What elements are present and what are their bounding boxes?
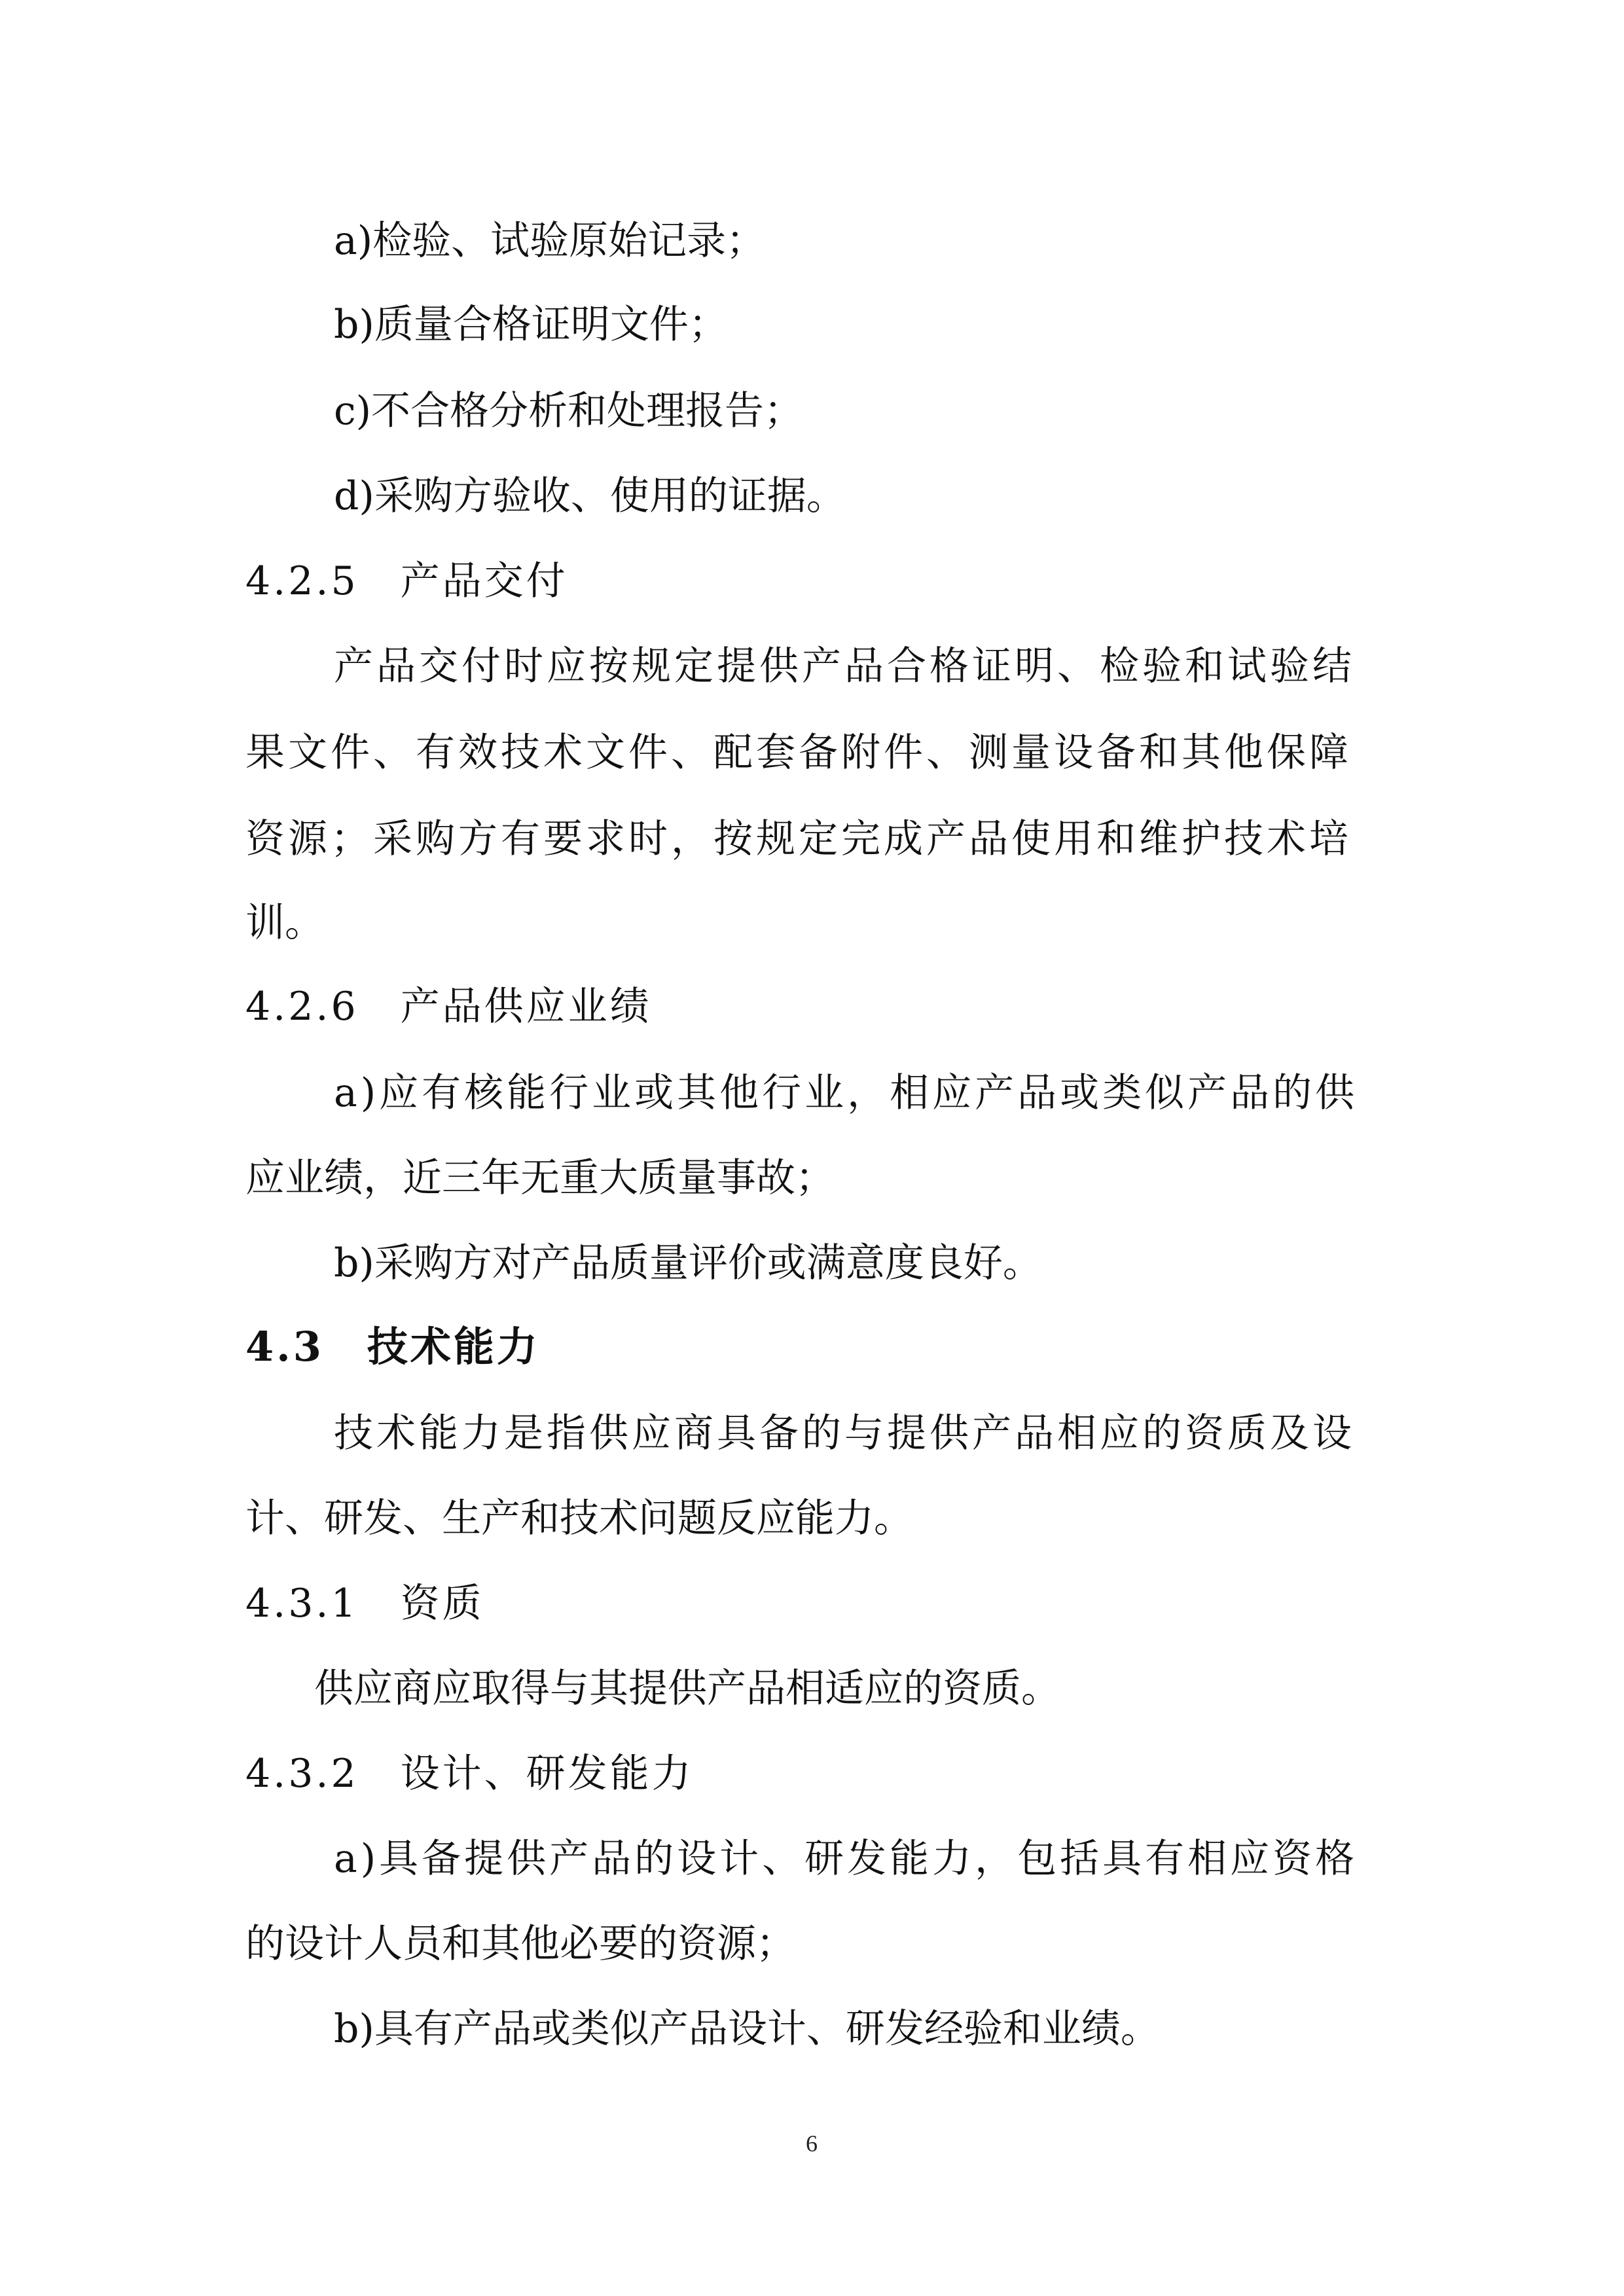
paragraph-tech-capability-line-2: 计、研发、生产和技术问题反应能力。 [245,1496,913,1541]
list-item-a-design-capability-line-2: 的设计人员和其他必要的资源； [245,1921,795,1967]
paragraph-qualification: 供应商应取得与其提供产品相适应的资质。 [314,1666,1060,1712]
list-item-a-supply-record-line-1: a)应有核能行业或其他行业，相应产品或类似产品的供 [334,1070,1358,1116]
paragraph-delivery-line-1: 产品交付时应按规定提供产品合格证明、检验和试验结 [334,643,1355,689]
list-item-a-inspection-records: a)检验、试验原始记录； [334,218,766,264]
list-item-a-design-capability-line-1: a)具备提供产品的设计、研发能力，包括具有相应资格 [334,1836,1358,1882]
list-item-b-quality-certificates: b)质量合格证明文件； [334,302,728,348]
heading-4-3-1: 4.3.1 资质 [245,1581,484,1626]
list-item-b-design-experience: b)具有产品或类似产品设计、研发经验和业绩。 [334,2006,1160,2052]
list-item-b-satisfaction: b)采购方对产品质量评价或满意度良好。 [334,1240,1042,1286]
paragraph-tech-capability-line-1: 技术能力是指供应商具备的与提供产品相应的资质及设 [334,1410,1355,1456]
list-item-d-acceptance-evidence: d)采购方验收、使用的证据。 [334,473,846,519]
list-item-a-supply-record-line-2: 应业绩，近三年无重大质量事故； [245,1155,835,1201]
list-item-c-nonconformance-report: c)不合格分析和处理报告； [334,388,804,434]
paragraph-delivery-line-3: 资源；采购方有要求时，按规定完成产品使用和维护技术培 [245,816,1352,862]
paragraph-delivery-line-2: 果文件、有效技术文件、配套备附件、测量设备和其他保障 [245,730,1352,776]
heading-4-3-2: 4.3.2 设计、研发能力 [245,1751,694,1797]
heading-4-2-5: 4.2.5 产品交付 [245,558,568,604]
heading-4-2-6: 4.2.6 产品供应业绩 [245,984,652,1030]
page-number: 6 [806,2130,818,2157]
heading-4-3: 4.3 技术能力 [245,1323,540,1371]
paragraph-delivery-line-4: 训。 [245,900,324,946]
